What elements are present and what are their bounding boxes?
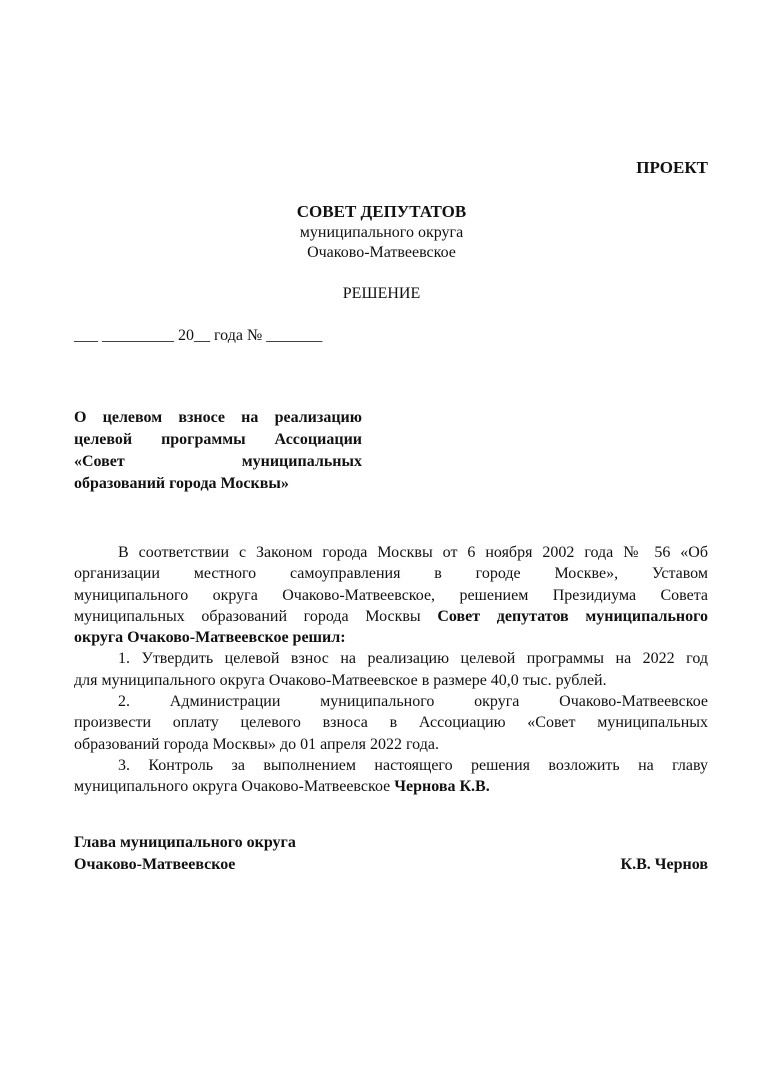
preamble-line-with-bold [74, 606, 708, 627]
preamble-bold: Совет депутатов муниципального [437, 607, 709, 625]
preamble-text: муниципальных образований города Москвы [74, 607, 438, 625]
signature-title-line-2: Очаково-Матвеевское [74, 856, 236, 873]
draft-label: ПРОЕКТ [636, 158, 708, 177]
district-line-1: муниципального округа [299, 224, 464, 241]
signature-title-line-1: Глава муниципального округа [74, 834, 296, 851]
preamble-line: муниципального округа Очаково-Матвеевское, решением Президиума Совета [74, 586, 708, 604]
subject-line: «Совет муниципальных [74, 453, 362, 470]
item-3-line [74, 776, 708, 797]
item-1-line: для муниципального округа Очаково-Матвеевское в размере 40,0 тыс. рублей. [74, 671, 607, 689]
signature-name: К.В. Чернов [620, 856, 708, 873]
subject-line: образований города Москвы» [74, 475, 289, 492]
item-3-line: 3. Контроль за выполнением настоящего решения возложить на главу [118, 756, 708, 774]
item-3-text: муниципального округа Очаково-Матвеевское [74, 778, 395, 796]
item-1-line: 1. Утвердить целевой взнос на реализацию целевой программы на 2022 год [118, 650, 708, 668]
preamble-bold-line [74, 627, 708, 648]
subject-line: О целевом взносе на реализацию [74, 409, 362, 426]
district-line-2: Очаково-Матвеевское [307, 244, 456, 261]
subject-line: целевой программы Ассоциации [74, 431, 362, 448]
item-2-line: произвести оплату целевого взноса в Ассоциацию «Совет муниципальных [74, 714, 708, 732]
preamble-bold: округа Очаково-Матвеевское решил: [74, 629, 346, 647]
decision-label: РЕШЕНИЕ [342, 285, 421, 302]
item-3-bold-name: Чернова К.В. [394, 778, 490, 796]
preamble-line: организации местного самоуправления в городе Москве», Уставом [74, 565, 708, 583]
item-2-line: 2. Администрации муниципального округа Очаково-Матвеевское [118, 693, 708, 711]
item-2-line: образований города Москвы» до 01 апреля 2022 года. [74, 735, 439, 753]
decision-subject [74, 407, 362, 495]
decision-body [74, 542, 708, 798]
date-number-line: ___ _________ 20__ года № _______ [74, 327, 323, 344]
council-title: СОВЕТ ДЕПУТАТОВ [296, 202, 467, 221]
preamble-line: В соответствии с Законом города Москвы от 6 ноября 2002 года № 56 «Об [118, 544, 708, 561]
